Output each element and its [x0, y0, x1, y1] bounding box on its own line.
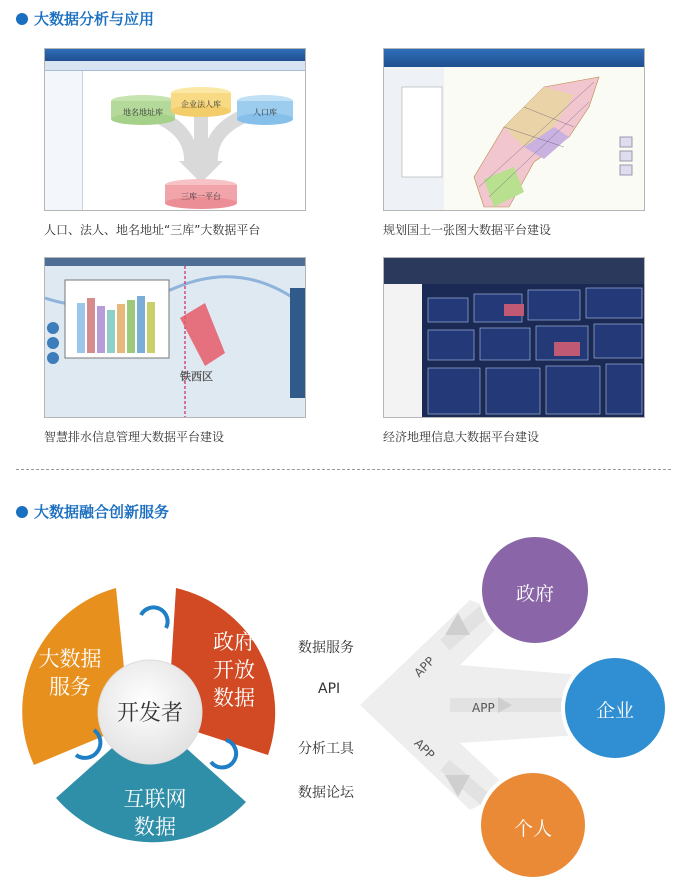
service-data: 数据服务: [298, 640, 354, 656]
planning-map-svg: [384, 67, 645, 211]
internet-data-text: 互联网 数据: [123, 787, 187, 839]
db-population-label: 人口库: [253, 108, 277, 117]
window-title-bar: [45, 49, 305, 61]
screenshot-three-db-platform: [44, 48, 306, 211]
app-label-enterprise: APP: [472, 701, 495, 715]
section-divider: [16, 469, 671, 470]
caption-three-db: 人口、法人、地名地址“三库”大数据平台: [44, 223, 261, 237]
map-area: [384, 67, 644, 210]
window-sidebar: [45, 71, 83, 210]
screenshot-economic-geo: [383, 257, 645, 418]
section-title-text: 大数据分析与应用: [34, 10, 155, 28]
caption-economic-geo: 经济地理信息大数据平台建设: [383, 430, 540, 444]
gov-data-text: 政府 开放 数据: [213, 630, 255, 710]
section-title-text: 大数据融合创新服务: [34, 503, 170, 521]
window-main: [83, 71, 305, 210]
three-db-diagram: [83, 71, 306, 211]
economic-geo-svg: [384, 258, 645, 418]
big-data-service-label: [30, 645, 110, 701]
big-data-text: 大数据 服务: [38, 647, 102, 699]
screenshot-planning-map: [383, 48, 645, 211]
db-legal-label: 企业法人库: [181, 100, 221, 109]
personal-label: 个人: [513, 818, 552, 840]
section-title-innovation: [16, 501, 169, 522]
caption-planning: 规划国土一张图大数据平台建设: [383, 223, 552, 237]
window-toolbar: [45, 61, 305, 71]
bullet-dot-icon: [16, 13, 28, 25]
service-forum: 数据论坛: [298, 785, 354, 801]
internet-data-label: [110, 785, 200, 841]
screenshot-drainage: [44, 257, 306, 418]
bullet-dot-icon: [16, 506, 28, 518]
caption-drainage: 智慧排水信息管理大数据平台建设: [44, 430, 225, 444]
section-title-analysis: [16, 8, 154, 29]
gov-label: 政府: [515, 583, 554, 605]
platform-label: 三库一平台: [181, 192, 221, 201]
enterprise-label: 企业: [595, 700, 634, 722]
map-district-label: 铁西区: [180, 370, 213, 383]
db-address-label: 地名地址库: [123, 108, 163, 117]
app-label-gov: APP: [411, 654, 438, 680]
drainage-svg: [45, 258, 306, 418]
service-analysis-tools: 分析工具: [298, 741, 354, 757]
window-title-bar: [384, 49, 644, 67]
gov-open-data-label: [194, 628, 274, 712]
app-label-personal: APP: [411, 736, 438, 762]
developer-label: 开发者: [116, 701, 183, 726]
service-api: API: [318, 681, 341, 697]
